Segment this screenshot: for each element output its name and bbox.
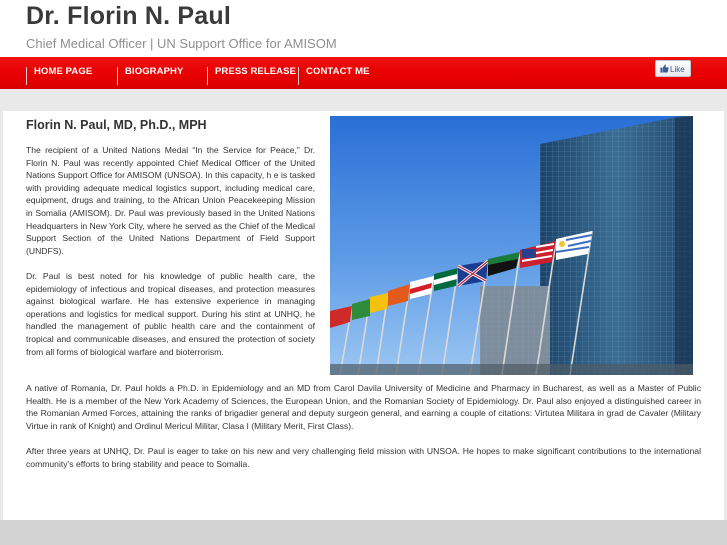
main-navigation [0,57,727,89]
header-band [0,89,727,111]
nav-separator [26,67,27,85]
nav-home-page[interactable]: HOME PAGE [34,66,93,77]
site-title: Dr. Florin N. Paul [26,2,232,30]
page-title: Florin N. Paul, MD, Ph.D., MPH [26,118,207,132]
bio-paragraph: The recipient of a United Nations Medal “In the Service for Peace,” Dr. Florin N. Paul was recently appointed Chief Medical Officer of the United Nations Support Office for AMISOM (UNSOA). In this capacity, h e is tasked with providing adequate medical logistics support, including medical care, equipment, drugs and training, to the African Union Peacekeeping Mission in Somalia (AMISOM). Dr. Paul was previously based in the United Nations Headquarters in New York City, where he served as the Chief of the Medical Support Section of the United Nations Department of Field Support (UNDFS). [26,145,315,256]
nav-contact-me[interactable]: CONTACT ME [306,66,370,77]
main-content [3,111,724,520]
bio-paragraph: A native of Romania, Dr. Paul holds a Ph.D. in Epidemiology and an MD from Carol Davila University of Medicine and Pharmacy in Bucharest, as well as a Master of Public Health. He is a member of the New York Academy of Sciences, the European Union, and the Romanian Society of Epidemiology. Dr. Paul also enjoyed a distinguished career in the Romanian Armed Forces, attaining the ranks of brigadier general and deputy surgeon general, and earning a couple of citations: Virtutea Militara in grad de Cavaler (Military Virtue in rank of Knight) and Ordinul Mericul Militar, Clasa I (Military Merit, First Class). [26,383,701,431]
thumbs-up-icon [660,62,669,79]
footer-bar [0,520,727,545]
nav-separator [298,67,299,85]
site-header [0,0,727,57]
nav-separator [207,67,208,85]
facebook-like-button[interactable] [655,60,691,77]
un-headquarters-photo [330,116,693,375]
like-label: Like [670,65,685,74]
nav-separator [117,67,118,85]
nav-press-release[interactable]: PRESS RELEASE [215,66,297,77]
bio-paragraph: Dr. Paul is best noted for his knowledge of public health care, the epidemiology of infectious and tropical diseases, and protection measures against biological warfare. He has extensive experience in managing operations and logistics for medical support. During his stint at UNHQ, he handled the management of public health care and the containment of tropical and communicable diseases, and ensured the protection of society from all forms of biological warfare and bioterrorism. [26,271,315,357]
nav-biography[interactable]: BIOGRAPHY [125,66,184,77]
site-subtitle: Chief Medical Officer | UN Support Office for AMISOM [26,36,337,51]
bio-paragraph: After three years at UNHQ, Dr. Paul is eager to take on his new and very challenging field mission with UNSOA. He hopes to make significant contributions to the international community’s efforts to bring stability and peace to Somalia. [26,446,701,469]
